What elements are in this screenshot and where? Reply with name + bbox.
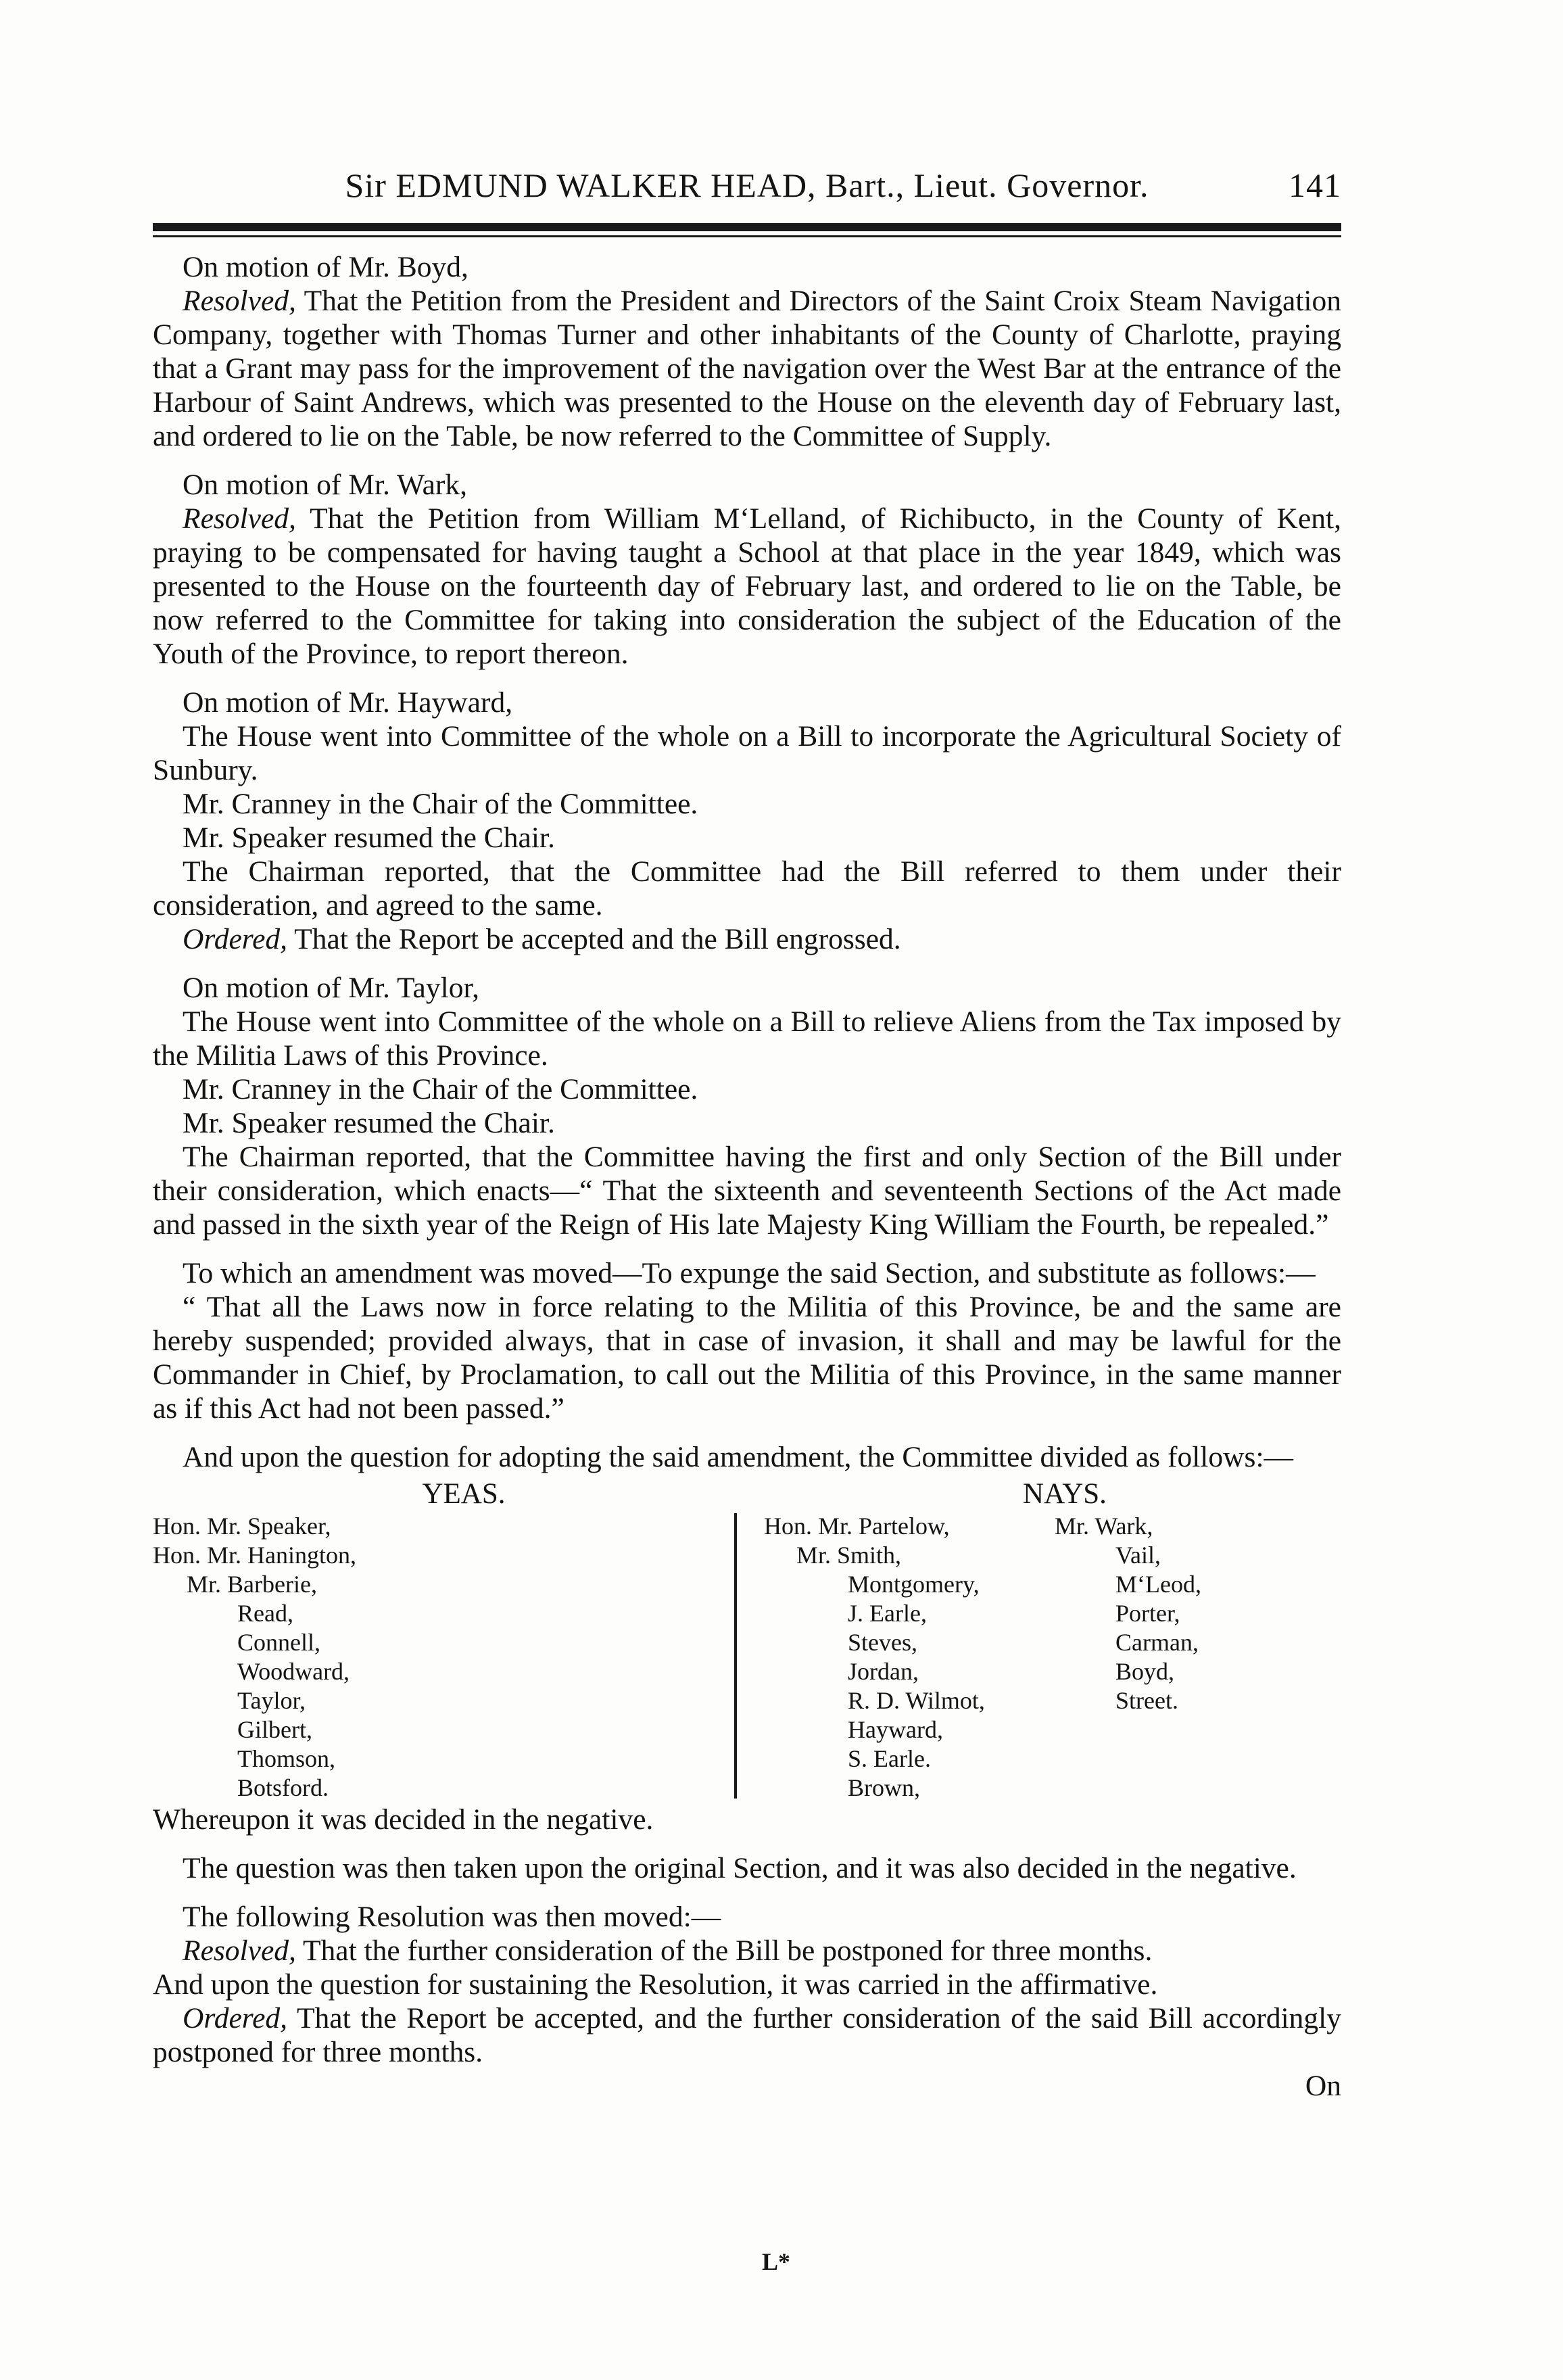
resolution-moved: The following Resolution was then moved:— bbox=[183, 1901, 721, 1933]
yeas-column bbox=[153, 1512, 721, 1803]
nay-name: R. D. Wilmot, bbox=[848, 1687, 985, 1714]
nays-heading: NAYS. bbox=[1023, 1478, 1107, 1510]
page-body bbox=[153, 250, 1341, 2103]
running-header bbox=[153, 166, 1341, 205]
chairman-report: The Chairman reported, that the Committee had the Bill referred to them under their consideration, and agreed to the same. bbox=[153, 855, 1341, 922]
amendment-moved: To which an amendment was moved—To expunge the said Section, and substitute as follows:— bbox=[183, 1257, 1316, 1289]
resolved-label: Resolved, bbox=[183, 502, 296, 535]
nay-name: Carman, bbox=[1115, 1629, 1199, 1656]
nays-column-1 bbox=[764, 1512, 1055, 1803]
nay-name: Brown, bbox=[848, 1774, 920, 1801]
order-engrossed bbox=[153, 922, 1341, 956]
division-result: Whereupon it was decided in the negative. bbox=[153, 1803, 654, 1836]
motion-taylor: On motion of Mr. Taylor, bbox=[183, 972, 480, 1004]
division-headings bbox=[153, 1478, 1341, 1510]
yea-name: Hon. Mr. Speaker, bbox=[153, 1513, 331, 1540]
signature-mark: L* bbox=[761, 2248, 790, 2275]
resolved-label: Resolved, bbox=[183, 1934, 296, 1967]
nay-name: S. Earle. bbox=[848, 1745, 931, 1772]
original-section-result: The question was then taken upon the original Section, and it was also decided in the negative. bbox=[183, 1852, 1297, 1884]
page-number: 141 bbox=[1289, 166, 1341, 204]
nay-name: Mr. Smith, bbox=[796, 1542, 902, 1569]
committee-aliens-bill: The House went into Committee of the whole on a Bill to relieve Aliens from the Tax imposed by the Militia Laws of this Province. bbox=[153, 1005, 1341, 1072]
yea-name: Gilbert, bbox=[237, 1716, 312, 1743]
motion-boyd: On motion of Mr. Boyd, bbox=[183, 251, 468, 283]
yea-name: Taylor, bbox=[237, 1687, 306, 1714]
resolution-carried: And upon the question for sustaining the Resolution, it was carried in the affirmative. bbox=[153, 1968, 1158, 2001]
header-rule-thin bbox=[153, 235, 1341, 237]
resolution-text: That the Petition from the President and Directors of the Saint Croix Steam Navigation Company, together with Thomas Turner and other inhabitants of the County of Charlotte, praying that a Grant may pass for the improvement of the navigation over the West Bar at the entrance of the Harbour of Saint Andrews, which was presented to the House on the eleventh day of February last, and ordered to lie on the Table, be now referred to the Committee of Supply. bbox=[153, 285, 1341, 452]
nay-name: Boyd, bbox=[1115, 1658, 1175, 1685]
nays-column-2 bbox=[1055, 1512, 1341, 1803]
nay-name: Vail, bbox=[1115, 1542, 1161, 1569]
division-list bbox=[153, 1512, 1341, 1803]
division-question: And upon the question for adopting the said amendment, the Committee divided as follows:— bbox=[183, 1441, 1294, 1473]
yeas-heading: YEAS. bbox=[422, 1478, 506, 1510]
motion-wark: On motion of Mr. Wark, bbox=[183, 469, 468, 501]
resolution-text: That the Petition from William M‘Lelland, of Richibucto, in the County of Kent, praying to be compensated for having taught a School at that place in the year 1849, which was presented to the House on the fourteenth day of February last, and ordered to lie on the Table, be now referred to the Committee for taking into consideration the subject of the Education of the Youth of the Province, to report thereon. bbox=[153, 502, 1341, 670]
nay-name: Street. bbox=[1115, 1687, 1178, 1714]
yea-name: Read, bbox=[237, 1600, 293, 1627]
chair-statement: Mr. Cranney in the Chair of the Committee. bbox=[183, 788, 698, 820]
order-postponed bbox=[153, 2001, 1341, 2069]
resolution-school-petition bbox=[153, 502, 1341, 671]
chair-statement: Mr. Cranney in the Chair of the Committee. bbox=[183, 1073, 698, 1105]
header-rule-thick bbox=[153, 223, 1341, 231]
nay-name: Steves, bbox=[848, 1629, 917, 1656]
resolved-label: Resolved, bbox=[183, 285, 296, 317]
motion-hayward: On motion of Mr. Hayward, bbox=[183, 686, 513, 719]
resolution-steam-navigation bbox=[153, 284, 1341, 453]
catchword-line bbox=[153, 2069, 1341, 2103]
yea-name: Thomson, bbox=[237, 1745, 336, 1772]
nay-name: Hayward, bbox=[848, 1716, 943, 1743]
nay-name: Porter, bbox=[1115, 1600, 1180, 1627]
catchword: On bbox=[1305, 2070, 1341, 2102]
nay-name: Montgomery, bbox=[848, 1571, 980, 1598]
nay-name: Hon. Mr. Partelow, bbox=[764, 1513, 950, 1540]
yea-name: Connell, bbox=[237, 1629, 320, 1656]
speaker-resumed: Mr. Speaker resumed the Chair. bbox=[183, 822, 555, 854]
amendment-text: “ That all the Laws now in force relating to the Militia of this Province, be and the same are hereby suspended; provided always, that in case of invasion, it shall and may be lawful for the Commander in Chief, by Proclamation, to call out the Militia of this Province, in the same manner as if this Act had not been passed.” bbox=[153, 1291, 1341, 1425]
resolution-text: That the further consideration of the Bill be postponed for three months. bbox=[295, 1934, 1153, 1967]
ordered-label: Ordered, bbox=[183, 2002, 288, 2034]
speaker-resumed: Mr. Speaker resumed the Chair. bbox=[183, 1107, 555, 1139]
ordered-label: Ordered, bbox=[183, 923, 288, 955]
chairman-report: The Chairman reported, that the Committee having the first and only Section of the Bill under their consideration, which enacts—“ That the sixteenth and seventeenth Sections of the Act made and passed in the sixth year of the Reign of His late Majesty King William the Fourth, be repealed.” bbox=[153, 1141, 1341, 1241]
order-text: That the Report be accepted, and the further consideration of the said Bill accordingly postponed for three months. bbox=[153, 2002, 1341, 2068]
order-text: That the Report be accepted and the Bill engrossed. bbox=[287, 923, 901, 955]
nay-name: Mr. Wark, bbox=[1055, 1513, 1153, 1540]
yea-name: Woodward, bbox=[237, 1658, 350, 1685]
nay-name: M‘Leod, bbox=[1115, 1571, 1201, 1598]
resolution-postpone bbox=[153, 1934, 1341, 1968]
yea-name: Mr. Barberie, bbox=[187, 1571, 317, 1598]
nay-name: J. Earle, bbox=[848, 1600, 927, 1627]
header-title: Sir EDMUND WALKER HEAD, Bart., Lieut. Governor. bbox=[345, 166, 1149, 204]
division-divider bbox=[734, 1513, 737, 1799]
yea-name: Hon. Mr. Hanington, bbox=[153, 1542, 356, 1569]
committee-agricultural-bill: The House went into Committee of the whole on a Bill to incorporate the Agricultural Society of Sunbury. bbox=[153, 720, 1341, 786]
nay-name: Jordan, bbox=[848, 1658, 919, 1685]
yea-name: Botsford. bbox=[237, 1774, 329, 1801]
